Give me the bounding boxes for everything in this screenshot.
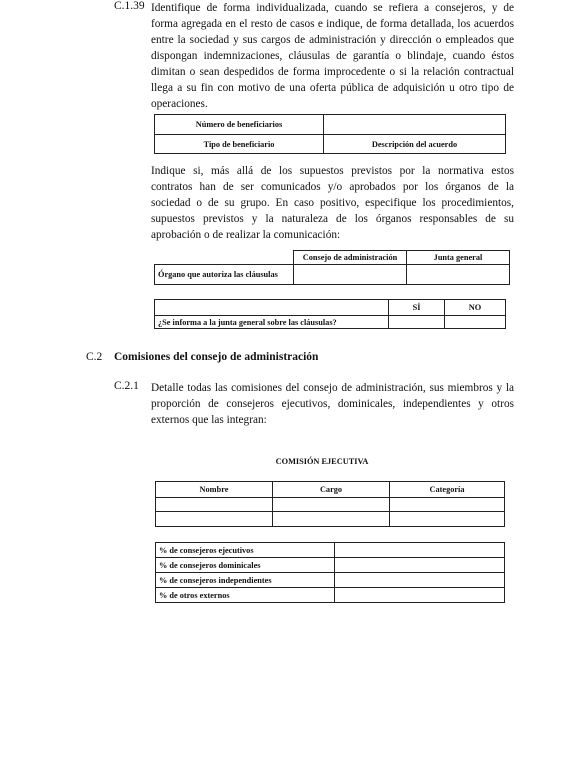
c21-paragraph: [151, 380, 514, 428]
c21-line: Detalle todas las comisiones del consejo de administración, sus miembros y la: [151, 382, 514, 394]
indique-paragraph: [151, 163, 514, 243]
section-number-c2: C.2: [86, 351, 103, 363]
no-header: NO: [445, 300, 506, 316]
c139-line: llega a su fin con motivo de una oferta pública de adquisición u otro tipo de: [151, 82, 514, 94]
numero-beneficiarios-cell: [324, 115, 506, 135]
si-cell: [389, 316, 445, 329]
comision-members-table: [155, 481, 505, 527]
organo-header-empty: [155, 251, 294, 265]
informa-header-empty: [155, 300, 389, 316]
indique-line: Indique si, más allá de los supuestos previstos por la normativa estos: [151, 165, 514, 177]
c139-line: entre la sociedad y sus cargos de administración y dirección o empleados que: [151, 34, 514, 46]
pct-label: % de consejeros ejecutivos: [156, 543, 335, 558]
indique-line: aprobación o de realizar la comunicación:: [151, 229, 341, 241]
tipo-beneficiario-label: Tipo de beneficiario: [155, 135, 324, 154]
numero-beneficiarios-label: Número de beneficiarios: [155, 115, 324, 135]
c139-paragraph: [151, 0, 514, 112]
section-number-c21: C.2.1: [114, 380, 139, 392]
pct-value: [335, 573, 505, 588]
pct-value: [335, 558, 505, 573]
member-cell: [156, 498, 273, 512]
c139-line: forma agregada en el resto de casos e indique, de forma detallada, los acuerdos: [151, 18, 514, 30]
pct-label: % de otros externos: [156, 588, 335, 603]
organo-autoriza-table: [154, 250, 510, 285]
c139-line: dimitan o sean despedidos de forma improcedente o si la relación contractual: [151, 66, 514, 78]
nombre-header: Nombre: [156, 482, 273, 498]
beneficiarios-table: [154, 114, 506, 154]
member-cell: [273, 498, 390, 512]
member-cell: [390, 498, 505, 512]
c21-line: externos que las integran:: [151, 414, 267, 426]
informa-junta-table: [154, 299, 506, 329]
c21-line: proporción de consejeros ejecutivos, dominicales, independientes y otros: [151, 398, 514, 410]
informa-junta-label: ¿Se informa a la junta general sobre las cláusulas?: [155, 316, 389, 329]
pct-value: [335, 543, 505, 558]
member-cell: [273, 512, 390, 527]
indique-line: supuestos previstos y la naturaleza de los órganos responsables de su: [151, 213, 514, 225]
pct-label: % de consejeros independientes: [156, 573, 335, 588]
c139-line: Identifique de forma individualizada, cuando se refiera a consejeros, y de: [151, 2, 514, 14]
member-cell: [156, 512, 273, 527]
indique-line: sociedad o de su grupo. En caso positivo, especifique los procedimientos,: [151, 197, 514, 209]
pct-value: [335, 588, 505, 603]
section-number-c139: C.1.39: [114, 0, 145, 12]
member-cell: [390, 512, 505, 527]
categoria-header: Categoría: [390, 482, 505, 498]
organo-autoriza-label: Órgano que autoriza las cláusulas: [155, 265, 294, 285]
c139-line: operaciones.: [151, 98, 208, 110]
si-header: SÍ: [389, 300, 445, 316]
junta-general-header: Junta general: [407, 251, 510, 265]
section-title-c2: Comisiones del consejo de administración: [114, 351, 319, 363]
porcentajes-table: [155, 542, 505, 603]
descripcion-acuerdo-label: Descripción del acuerdo: [324, 135, 506, 154]
cargo-header: Cargo: [273, 482, 390, 498]
pct-label: % de consejeros dominicales: [156, 558, 335, 573]
no-cell: [445, 316, 506, 329]
comision-ejecutiva-title: COMISIÓN EJECUTIVA: [275, 457, 369, 466]
consejo-administracion-cell: [294, 265, 407, 285]
indique-line: contratos han de ser comunicados y/o aprobados por los órganos de la: [151, 181, 514, 193]
consejo-administracion-header: Consejo de administración: [294, 251, 407, 265]
c139-line: dispongan indemnizaciones, cláusulas de garantía o blindaje, cuando éstos: [151, 50, 514, 62]
junta-general-cell: [407, 265, 510, 285]
